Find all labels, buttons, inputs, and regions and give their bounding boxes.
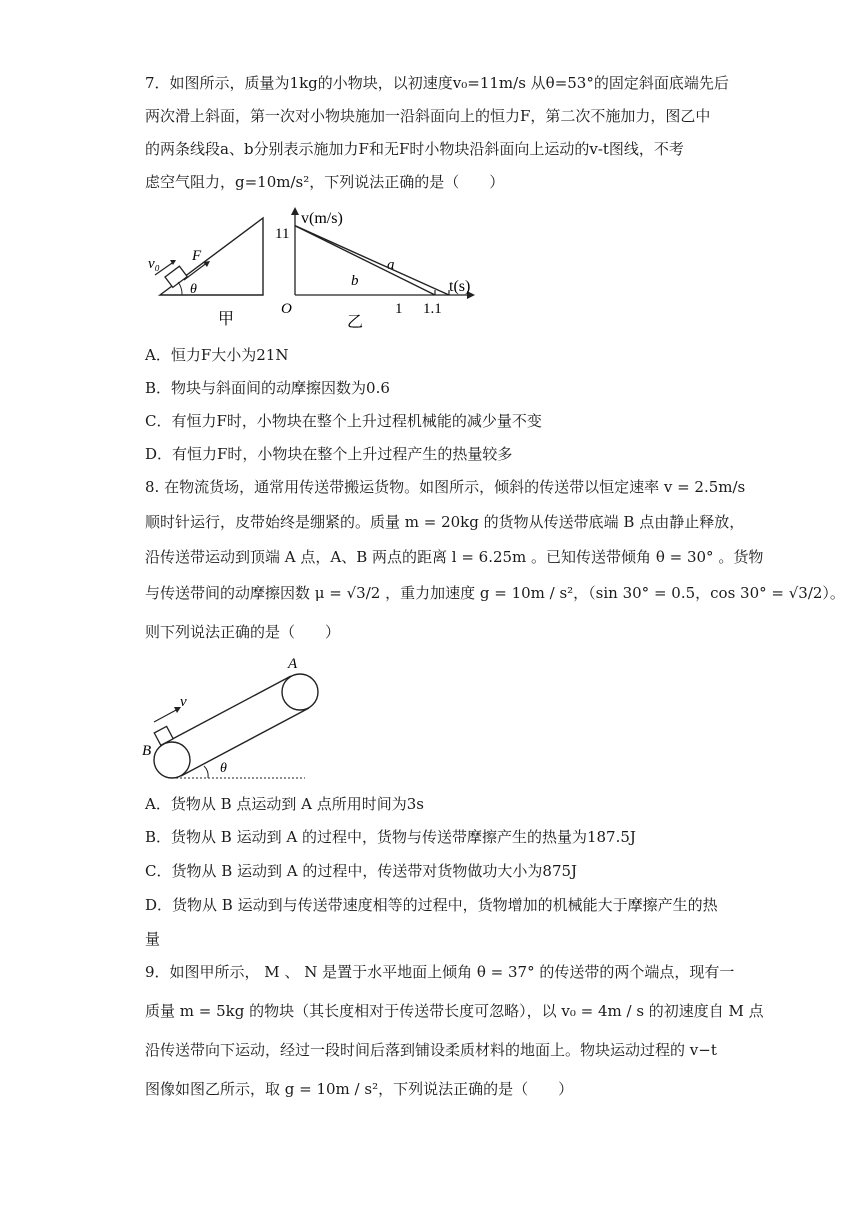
q9-line-2: 质量 m = 5kg 的物块（其长度相对于传送带长度可忽略），以 v₀ = 4m / s 的初速度自 M 点 (145, 1002, 764, 1020)
velocity-label: v (180, 694, 187, 710)
q7-line-3: 的两条线段a、b分别表示施加力F和无F时小物块沿斜面向上运动的v-t图线，不考 (145, 140, 684, 158)
q8-option-d: D．货物从 B 运动到与传送带速度相等的过程中，货物增加的机械能大于摩擦产生的热 (145, 896, 718, 914)
series-line-a (295, 226, 449, 295)
velocity-arrow (154, 709, 178, 722)
q8-line-4: 与传送带间的动摩擦因数 μ = √3/2 ，重力加速度 g = 10m / s²，（sin 30° = 0.5，cos 30° = √3/2）。 (145, 584, 845, 602)
x-tick-1-1: 1.1 (423, 301, 442, 317)
line-a-label: a (387, 257, 395, 273)
theta-label: θ (190, 282, 197, 297)
q7-line-1: 7．如图所示，质量为1kg的小物块，以初速度v₀=11m/s 从θ=53°的固定斜面底端先后 (145, 74, 729, 92)
y-tick-11: 11 (275, 226, 290, 242)
q8-conveyor-figure (140, 652, 320, 787)
y-axis-arrow (291, 207, 299, 215)
belt-top-edge (163, 676, 291, 744)
y-axis-label: v(m/s) (301, 210, 343, 227)
line-b-label: b (351, 273, 359, 289)
q7-option-b: B．物块与斜面间的动摩擦因数为0.6 (145, 379, 390, 397)
q9-line-3: 沿传送带向下运动，经过一段时间后落到铺设柔质材料的地面上。物块运动过程的 v−t (145, 1041, 717, 1059)
q8-option-d-cont: 量 (145, 930, 161, 948)
q7-figure-jia (140, 210, 280, 330)
q8-option-b: B．货物从 B 运动到 A 的过程中，货物与传送带摩擦产生的热量为187.5J (145, 828, 636, 846)
x-axis-label: t(s) (449, 278, 471, 295)
q7-figure-yi-vt-graph (275, 205, 515, 330)
q8-line-2: 顺时针运行，皮带始终是绷紧的。质量 m = 20kg 的货物从传送带底端 B 点由静止释放， (145, 513, 745, 531)
q7-option-a: A．恒力F大小为21N (145, 346, 289, 364)
q8-line-1: 8. 在物流货场，通常用传送带搬运货物。如图所示，倾斜的传送带以恒定速率 v = 2.5m/s (145, 478, 746, 496)
top-roller (282, 674, 318, 710)
x-tick-1: 1 (395, 301, 403, 317)
force-arrow (184, 262, 208, 280)
q8-option-a: A．货物从 B 点运动到 A 点所用时间为3s (145, 795, 425, 813)
series-line-b (295, 226, 435, 295)
theta-arc (178, 282, 182, 295)
point-b-label: B (142, 743, 152, 759)
q9-line-1: 9．如图甲所示， M 、 N 是置于水平地面上倾角 θ = 37° 的传送带的两个端点，现有一 (145, 963, 735, 981)
point-a-label: A (288, 656, 298, 672)
q8-line-3: 沿传送带运动到顶端 A 点，A、B 两点的距离 l = 6.25m 。已知传送带倾角 θ = 30° 。货物 (145, 548, 764, 566)
q7-option-c: C．有恒力F时，小物块在整个上升过程机械能的减少量不变 (145, 412, 542, 430)
block-on-incline (165, 266, 187, 287)
caption-jia: 甲 (218, 311, 235, 328)
caption-yi: 乙 (347, 314, 364, 330)
belt-bottom-edge (181, 708, 309, 776)
angle-label: θ (220, 761, 227, 776)
q8-line-5: 则下列说法正确的是（ ） (145, 623, 341, 641)
q9-line-4: 图像如图乙所示，取 g = 10m / s²，下列说法正确的是（ ） (145, 1080, 574, 1098)
origin-label: O (281, 301, 292, 317)
q7-line-4: 虑空气阻力，g=10m/s²，下列说法正确的是（ ） (145, 173, 505, 191)
q7-option-d: D．有恒力F时，小物块在整个上升过程产生的热量较多 (145, 445, 513, 463)
q7-line-2: 两次滑上斜面，第一次对小物块施加一沿斜面向上的恒力F，第二次不施加力，图乙中 (145, 107, 711, 125)
bottom-roller (154, 742, 190, 778)
q8-option-c: C．货物从 B 运动到 A 的过程中，传送带对货物做功大小为875J (145, 862, 578, 880)
force-label: F (192, 248, 202, 264)
v0-label: v₀ (148, 256, 160, 272)
